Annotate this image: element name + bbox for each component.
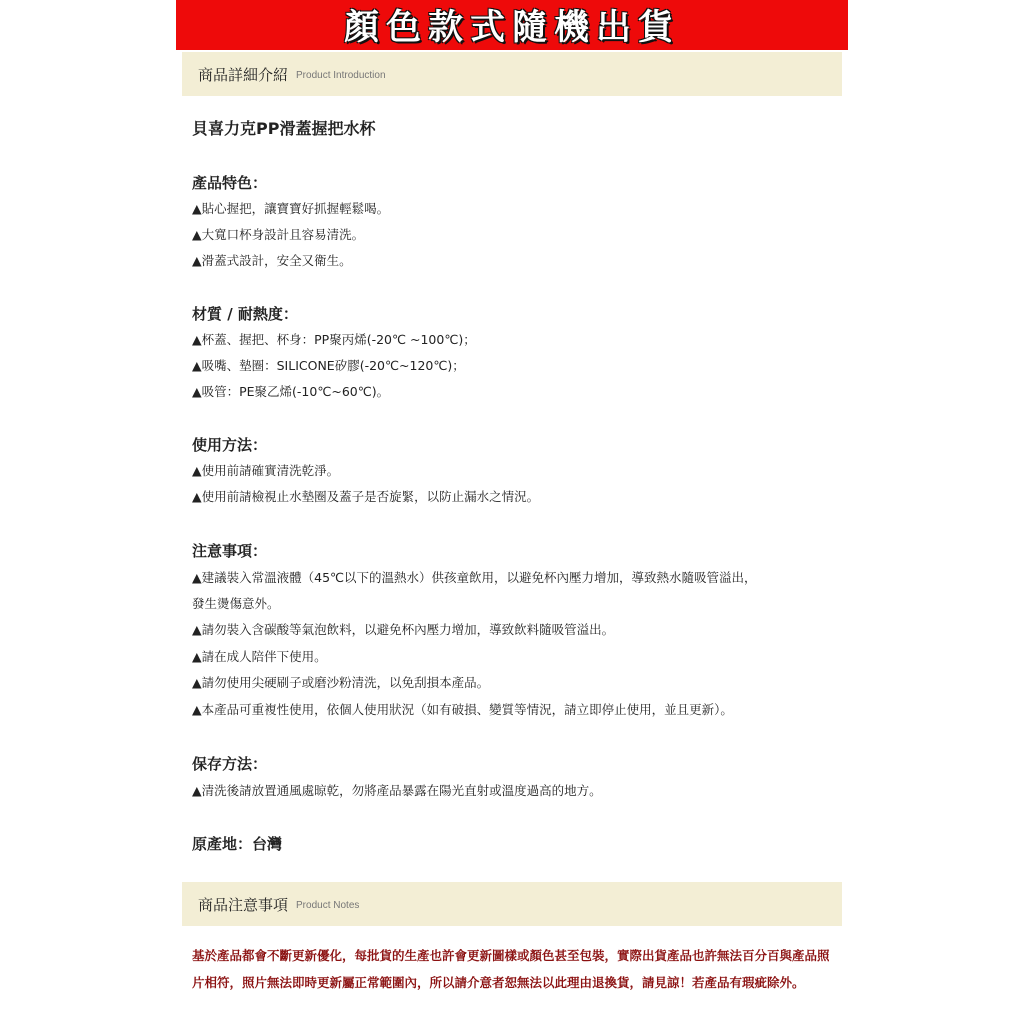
caution-item: ▲請在成人陪伴下使用。 bbox=[192, 649, 327, 664]
features-heading: 產品特色： bbox=[192, 174, 268, 192]
product-notes-subtitle: Product Notes bbox=[296, 900, 360, 911]
caution-item: ▲請勿使用尖硬刷子或磨沙粉清洗，以免刮損本產品。 bbox=[192, 675, 490, 690]
usage-heading: 使用方法： bbox=[192, 436, 268, 454]
storage-heading: 保存方法： bbox=[192, 755, 268, 773]
storage-item: ▲清洗後請放置通風處晾乾，勿將產品暴露在陽光直射或溫度過高的地方。 bbox=[192, 783, 602, 798]
origin-label: 原產地：台灣 bbox=[192, 835, 283, 853]
material-item: ▲吸管：PE聚乙烯(-10℃~60℃)。 bbox=[192, 384, 390, 399]
caution-item: ▲本產品可重複性使用，依個人使用狀況（如有破損、變質等情況，請立即停止使用，並且更新）。 bbox=[192, 702, 733, 717]
product-notes-title: 商品注意事項 bbox=[198, 895, 289, 914]
usage-item: ▲使用前請檢視止水墊圈及蓋子是否旋緊，以防止漏水之情況。 bbox=[192, 489, 540, 504]
product-name: 貝喜力克PP滑蓋握把水杯 bbox=[192, 119, 376, 138]
material-heading: 材質 / 耐熱度： bbox=[192, 305, 298, 323]
caution-item: 發生燙傷意外。 bbox=[192, 596, 280, 611]
feature-item: ▲大寬口杯身設計且容易清洗。 bbox=[192, 227, 365, 242]
product-intro-title: 商品詳細介紹 bbox=[198, 65, 289, 84]
caution-item: ▲請勿裝入含碳酸等氣泡飲料，以避免杯內壓力增加，導致飲料隨吸管溢出。 bbox=[192, 622, 615, 637]
feature-item: ▲滑蓋式設計，安全又衛生。 bbox=[192, 253, 352, 268]
product-notes-text: 基於產品都會不斷更新優化，每批貨的生產也許會更新圖樣或顏色甚至包裝，實際出貨產品也許無法百分百與產品照片相符，照片無法即時更新屬正常範圍內，所以請介意者恕無法以此理由退換貨，請見諒！若產品有瑕疵除外。 bbox=[192, 948, 830, 990]
usage-item: ▲使用前請確實清洗乾淨。 bbox=[192, 463, 340, 478]
product-notes-header bbox=[182, 882, 842, 926]
random-color-banner bbox=[176, 0, 848, 50]
product-intro-subtitle: Product Introduction bbox=[296, 70, 386, 81]
product-intro-header bbox=[182, 52, 842, 96]
material-item: ▲吸嘴、墊圈：SILICONE矽膠(-20℃~120℃)； bbox=[192, 358, 465, 373]
material-item: ▲杯蓋、握把、杯身：PP聚丙烯(-20℃ ~100℃)； bbox=[192, 332, 476, 347]
caution-item: ▲建議裝入常溫液體（45℃以下的溫熱水）供孩童飲用，以避免杯內壓力增加，導致熱水隨吸管溢出， bbox=[192, 570, 757, 585]
caution-heading: 注意事項： bbox=[192, 542, 268, 560]
banner-text: 顏色款式隨機出貨 bbox=[343, 8, 680, 48]
feature-item: ▲貼心握把，讓寶寶好抓握輕鬆喝。 bbox=[192, 201, 390, 216]
